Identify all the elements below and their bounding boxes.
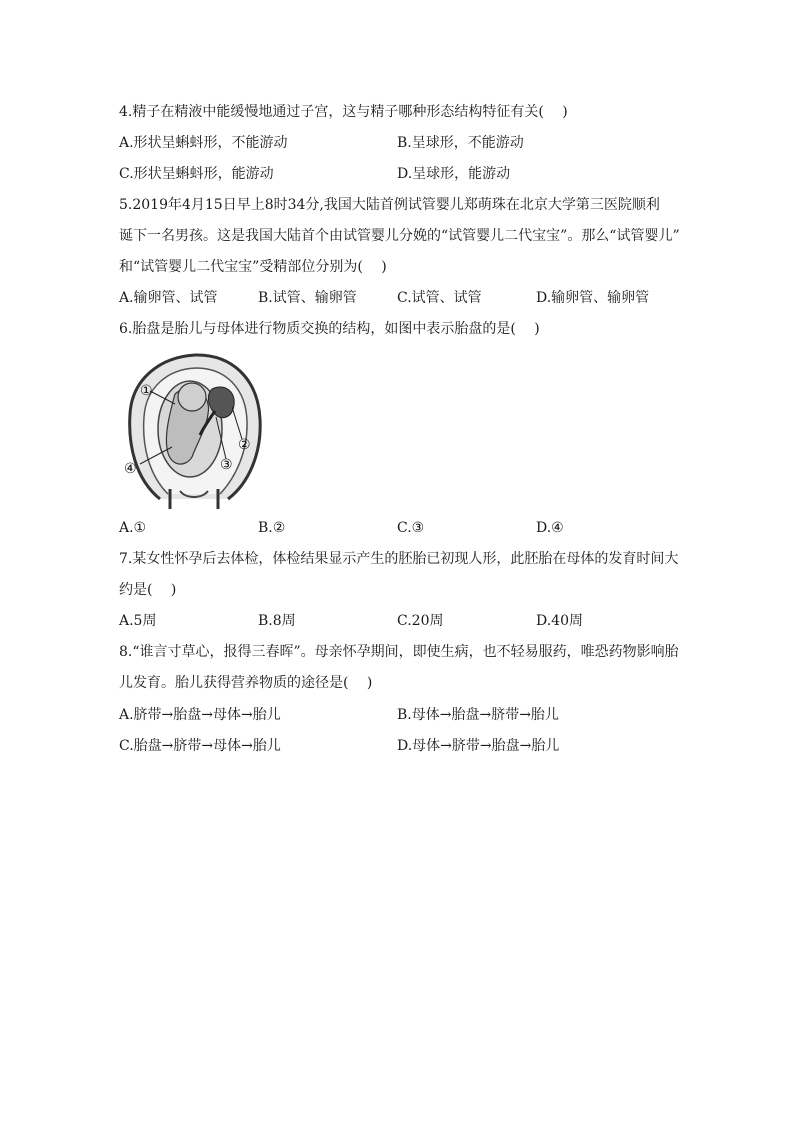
q6-option-c[interactable]: C.③ — [397, 520, 425, 536]
question-6-stem: 6.胎盘是胎儿与母体进行物质交换的结构，如图中表示胎盘的是( ) — [119, 321, 540, 337]
q8-option-c[interactable]: C.胎盘→脐带→母体→胎儿 — [119, 738, 281, 754]
q5-option-b[interactable]: B.试管、输卵管 — [258, 290, 357, 306]
question-8-stem-line-2: 儿发育。胎儿获得营养物质的途径是( ) — [119, 675, 373, 691]
q4-option-c[interactable]: C.形状呈蝌蚪形，能游动 — [119, 166, 274, 182]
q5-option-c[interactable]: C.试管、试管 — [397, 290, 482, 306]
question-5-stem-line-1: 5.2019年4月15日早上8时34分,我国大陆首例试管婴儿郑萌珠在北京大学第三医院顺利 — [119, 197, 660, 213]
figure-label-2: ② — [238, 437, 251, 453]
question-7-stem-line-1: 7.某女性怀孕后去体检，体检结果显示产生的胚胎已初现人形，此胚胎在母体的发育时间大 — [119, 551, 679, 567]
q5-option-d[interactable]: D.输卵管、输卵管 — [536, 290, 650, 306]
figure-label-1: ① — [140, 383, 153, 399]
question-4-stem: 4.精子在精液中能缓慢地通过子宫，这与精子哪种形态结构特征有关( ) — [119, 104, 568, 120]
q4-option-d[interactable]: D.呈球形，能游动 — [397, 166, 511, 182]
q4-option-b[interactable]: B.呈球形，不能游动 — [397, 135, 524, 151]
q6-option-b[interactable]: B.② — [258, 520, 286, 536]
q5-option-a[interactable]: A.输卵管、试管 — [119, 290, 218, 306]
question-5-stem-line-2: 诞下一名男孩。这是我国大陆首个由试管婴儿分娩的“试管婴儿二代宝宝”。那么“试管婴儿” — [119, 228, 680, 244]
q7-option-d[interactable]: D.40周 — [536, 613, 583, 629]
question-7-stem-line-2: 约是( ) — [119, 582, 177, 598]
q7-option-a[interactable]: A.5周 — [119, 613, 157, 629]
q8-option-d[interactable]: D.母体→脐带→胎盘→胎儿 — [397, 738, 560, 754]
question-8-stem-line-1: 8.“谁言寸草心，报得三春晖”。母亲怀孕期间，即使生病，也不轻易服药，唯恐药物影响胎 — [119, 644, 679, 660]
figure-label-3: ③ — [220, 457, 233, 473]
uterus-fetus-diagram — [120, 349, 270, 509]
figure-label-4: ④ — [124, 461, 137, 477]
q6-option-d[interactable]: D.④ — [536, 520, 564, 536]
q4-option-a[interactable]: A.形状呈蝌蚪形，不能游动 — [119, 135, 288, 151]
q7-option-c[interactable]: C.20周 — [397, 613, 444, 629]
q6-option-a[interactable]: A.① — [119, 520, 147, 536]
question-5-stem-line-3: 和“试管婴儿二代宝宝”受精部位分别为( ) — [119, 259, 387, 275]
q8-option-a[interactable]: A.脐带→胎盘→母体→胎儿 — [119, 707, 281, 723]
q7-option-b[interactable]: B.8周 — [258, 613, 296, 629]
q8-option-b[interactable]: B.母体→胎盘→脐带→胎儿 — [397, 707, 559, 723]
